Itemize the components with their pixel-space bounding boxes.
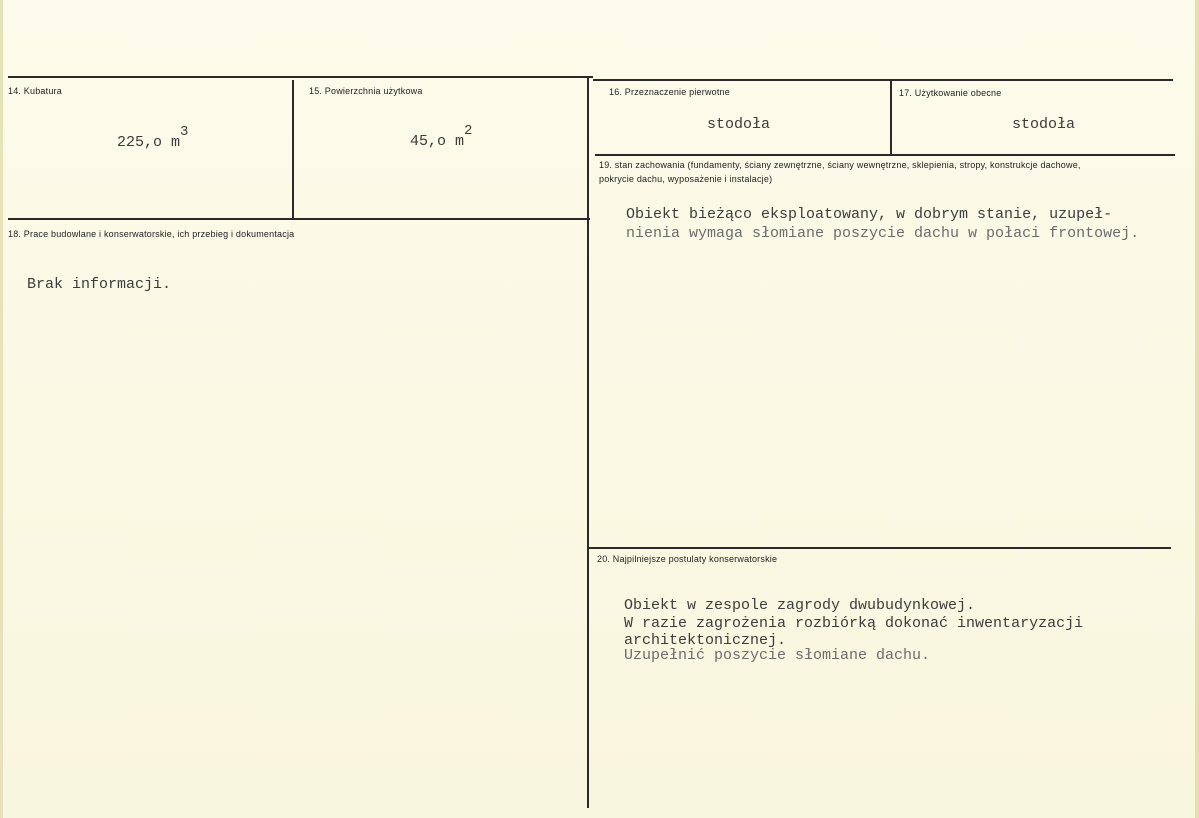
rule-16-17-bottom [595,154,1175,156]
field-19-line-2: nienia wymaga słomiane poszycie dachu w połaci frontowej. [626,225,1140,242]
field-17-label: 17. Użytkowanie obecne [899,88,1002,98]
field-15-number: 45,o m [410,133,465,150]
field-19-label: 19. stan zachowania (fundamenty, ściany zewnętrzne, ściany wewnętrzne, sklepienia, stropy, konstrukcje dachowe, pokrycie dachu, wyposażenie i instalacje) [599,160,1081,184]
field-18-label: 18. Prace budowlane i konserwatorskie, ich przebieg i dokumentacja [8,229,295,239]
rule-19-bottom [588,547,1171,549]
field-20-line-4: Uzupełnić poszycie słomiane dachu. [624,647,931,664]
divider-16-17 [890,80,892,154]
field-14-value [117,124,189,151]
field-14-exponent: 3 [180,124,189,140]
rule-14-15-bottom [8,218,590,220]
card-left-edge [0,0,3,818]
field-20-line-3: architektonicznej. [624,632,787,649]
field-15-label: 15. Powierzchnia użytkowa [309,86,423,96]
field-15-exponent: 2 [464,123,473,139]
field-14-label: 14. Kubatura [8,86,62,96]
field-20-line-1: Obiekt w zespole zagrody dwubudynkowej. [624,597,976,614]
field-15-value [410,123,473,150]
field-19-line-1: Obiekt bieżąco eksploatowany, w dobrym stanie, uzupeł- [626,206,1113,223]
main-column-divider [587,78,589,808]
field-20-line-2: W razie zagrożenia rozbiórką dokonać inwentaryzacji [624,615,1084,632]
field-18-value: Brak informacji. [27,276,172,293]
field-14-number: 225,o m [117,134,181,151]
field-20-label: 20. Najpilniejsze postulaty konserwatorskie [597,554,778,564]
field-17-value: stodoła [1012,116,1076,133]
card-right-edge [1195,0,1199,818]
field-16-label: 16. Przeznaczenie pierwotne [609,87,730,97]
divider-14-15 [292,80,294,220]
field-16-value: stodoła [707,116,771,133]
top-rule-left [8,76,593,78]
top-rule-right [593,79,1173,81]
